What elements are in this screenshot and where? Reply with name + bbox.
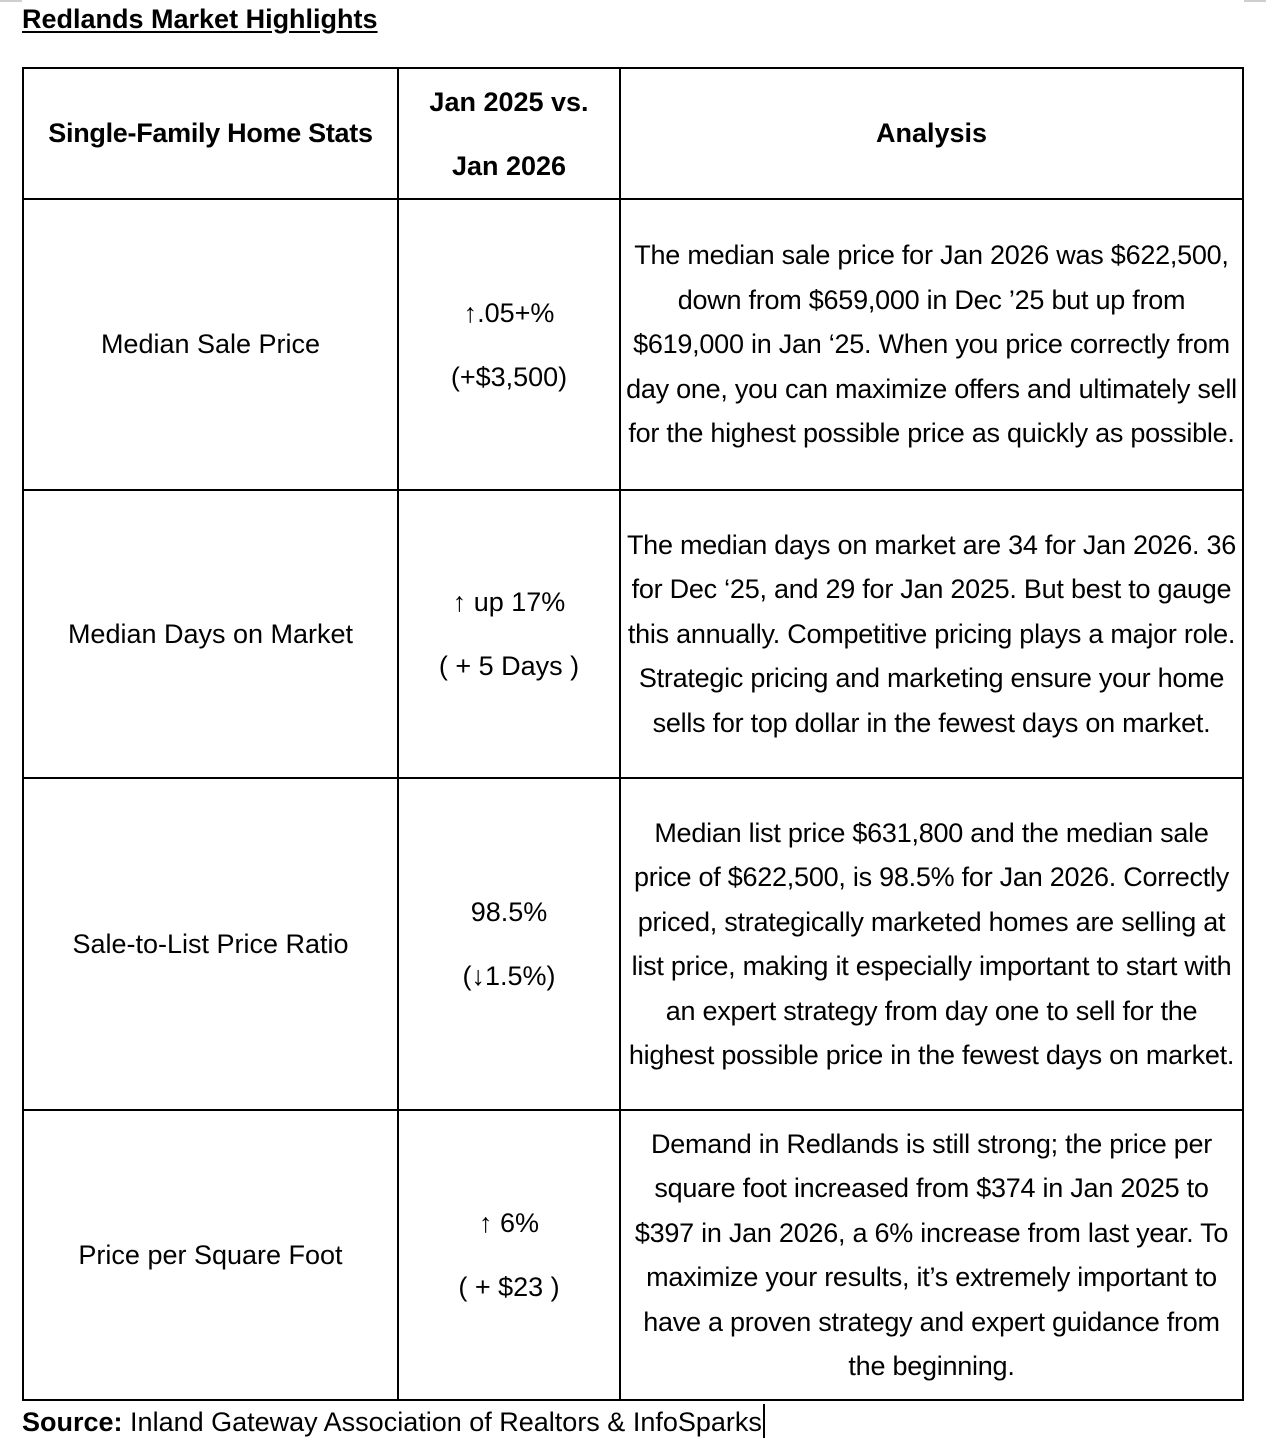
- source-label: Source:: [22, 1407, 123, 1437]
- header-analysis: Analysis: [620, 68, 1243, 199]
- table-header-row: [23, 68, 1243, 199]
- analysis-text: Median list price $631,800 and the median sale price of $622,500, is 98.5% for Jan 2026. Correctly priced, strategically marketed homes are selling at list price, making it especially important to start with an expert strategy from day one to sell for the highest possible price in the fewest days on market.: [620, 778, 1243, 1110]
- change-amount: (+$3,500): [450, 361, 568, 392]
- analysis-text: The median sale price for Jan 2026 was $622,500, down from $659,000 in Dec ’25 but up from $619,000 in Jan ‘25. When you price correctly from day one, you can maximize offers and ultimately sell for the highest possible price as quickly as possible.: [620, 199, 1243, 490]
- stat-label: Price per Square Foot: [23, 1110, 398, 1400]
- change-amount: ( + 5 Days ): [438, 651, 580, 681]
- change-cell: [398, 490, 620, 778]
- change-amount: ( + $23 ): [458, 1272, 560, 1302]
- source-line[interactable]: [22, 1404, 765, 1438]
- document-title: Redlands Market Highlights: [22, 4, 378, 34]
- change-amount: (↓1.5%): [462, 961, 556, 991]
- table-row: [23, 490, 1243, 778]
- change-percent: ↑ up 17%: [452, 587, 566, 617]
- stat-label: Sale-to-List Price Ratio: [23, 778, 398, 1110]
- header-stat: Single-Family Home Stats: [23, 68, 398, 199]
- change-percent: ↑ 6%: [478, 1208, 540, 1238]
- page-corner-mark-left: [0, 0, 22, 2]
- table-row: [23, 778, 1243, 1110]
- change-percent: 98.5%: [470, 897, 548, 927]
- change-percent: ↑.05+%: [463, 297, 555, 328]
- page-corner-mark-right: [1244, 0, 1266, 2]
- change-cell: [398, 778, 620, 1110]
- source-text[interactable]: Inland Gateway Association of Realtors & InfoSparks: [130, 1407, 762, 1437]
- header-change-line2: Jan 2026: [451, 150, 567, 181]
- stat-label: Median Days on Market: [23, 490, 398, 778]
- text-cursor: [763, 1404, 765, 1438]
- header-change: [398, 68, 620, 199]
- market-stats-table: [22, 67, 1244, 1401]
- header-change-line1: Jan 2025 vs.: [429, 86, 589, 117]
- change-cell: [398, 1110, 620, 1400]
- stat-label: Median Sale Price: [23, 199, 398, 490]
- analysis-text: The median days on market are 34 for Jan 2026. 36 for Dec ‘25, and 29 for Jan 2025. But best to gauge this annually. Competitive pricing plays a major role. Strategic pricing and marketing ensure your home sells for top dollar in the fewest days on market.: [620, 490, 1243, 778]
- change-cell: [398, 199, 620, 490]
- table-row: [23, 1110, 1243, 1400]
- table-row: [23, 199, 1243, 490]
- analysis-text: Demand in Redlands is still strong; the price per square foot increased from $374 in Jan 2025 to $397 in Jan 2026, a 6% increase from last year. To maximize your results, it’s extremely important to have a proven strategy and expert guidance from the beginning.: [620, 1110, 1243, 1400]
